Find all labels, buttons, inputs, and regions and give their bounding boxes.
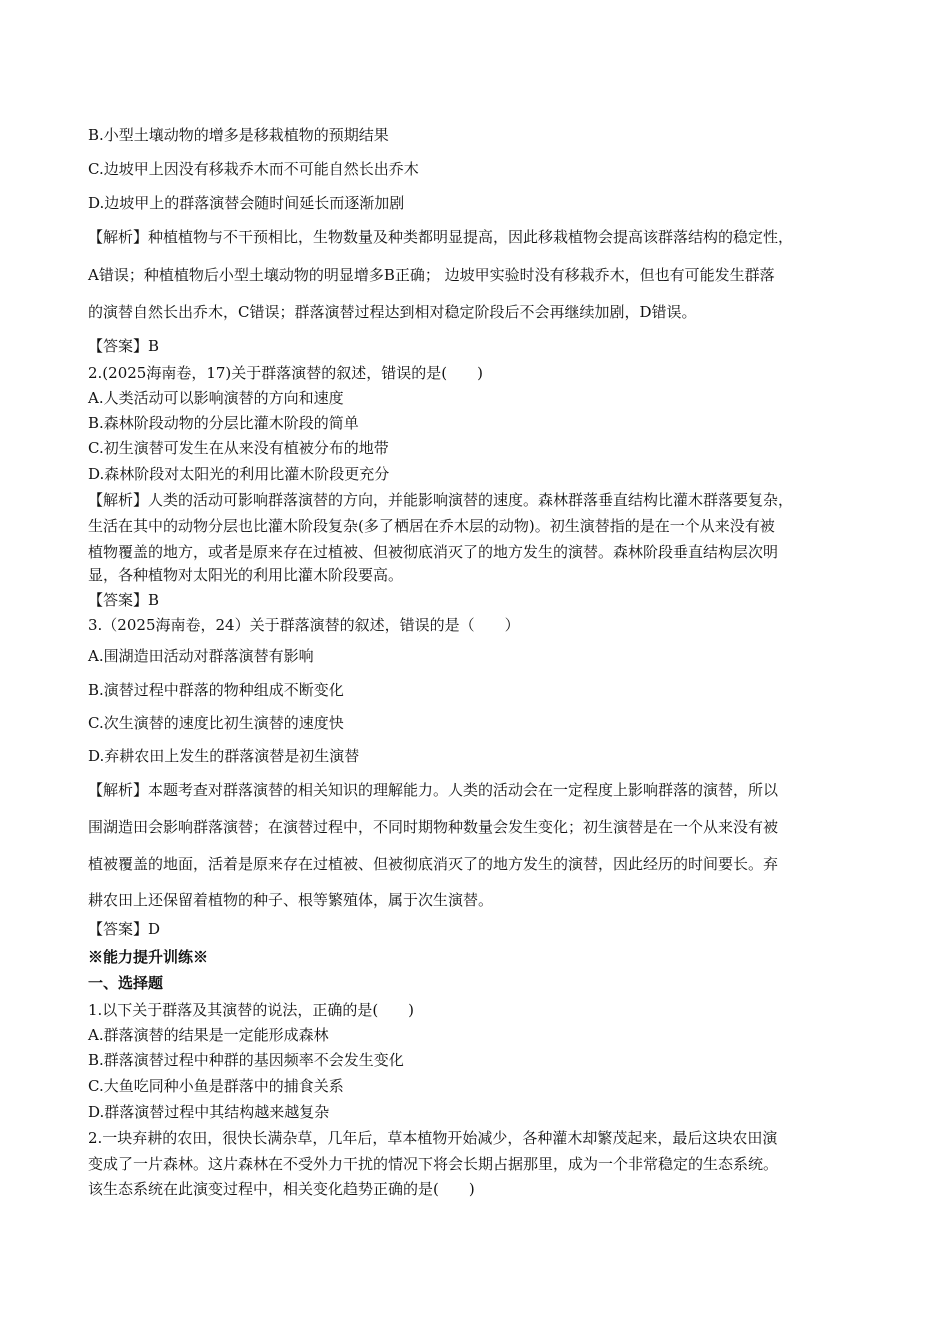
- q3-analysis-line: 耕农田上还保留着植物的种子、根等繁殖体，属于次生演替。: [88, 891, 494, 909]
- p1-option-a: A.群落演替的结果是一定能形成森林: [88, 1026, 329, 1044]
- q2-option-b: B.森林阶段动物的分层比灌木阶段的简单: [88, 414, 359, 432]
- section-subtitle: 一、选择题: [88, 974, 164, 992]
- q2-stem: 2.(2025海南卷，17)关于群落演替的叙述，错误的是( ): [88, 364, 483, 382]
- q3-answer: 【答案】D: [88, 920, 161, 938]
- prev-answer: 【答案】B: [88, 337, 160, 355]
- q3-analysis-line: 植被覆盖的地面，活着是原来存在过植被、但被彻底消灭了的地方发生的演替，因此经历的时间要长。弃: [88, 855, 779, 873]
- q3-analysis-line: 【解析】本题考查对群落演替的相关知识的理解能力。人类的活动会在一定程度上影响群落的演替，所以: [88, 781, 779, 799]
- p1-option-c: C.大鱼吃同种小鱼是群落中的捕食关系: [88, 1077, 344, 1095]
- p2-stem-line: 该生态系统在此演变过程中，相关变化趋势正确的是( ): [88, 1180, 475, 1198]
- prev-option-c: C.边坡甲上因没有移栽乔木而不可能自然长出乔木: [88, 160, 419, 178]
- prev-analysis-line: 的演替自然长出乔木，C错误；群落演替过程达到相对稳定阶段后不会再继续加剧，D错误。: [88, 303, 697, 321]
- q2-option-d: D.森林阶段对太阳光的利用比灌木阶段更充分: [88, 465, 390, 483]
- section-title: ※能力提升训练※: [88, 948, 209, 966]
- q3-stem: 3.（2025海南卷，24）关于群落演替的叙述，错误的是（ ）: [88, 616, 520, 634]
- q3-option-b: B.演替过程中群落的物种组成不断变化: [88, 681, 344, 699]
- p1-option-d: D.群落演替过程中其结构越来越复杂: [88, 1103, 330, 1121]
- p2-stem-line: 2.一块弃耕的农田，很快长满杂草，几年后，草本植物开始减少，各种灌木却繁茂起来，最后这块农田演: [88, 1129, 778, 1147]
- p2-stem-line: 变成了一片森林。这片森林在不受外力干扰的情况下将会长期占据那里，成为一个非常稳定的生态系统。: [88, 1155, 779, 1173]
- q3-option-c: C.次生演替的速度比初生演替的速度快: [88, 714, 344, 732]
- q2-option-a: A.人类活动可以影响演替的方向和速度: [88, 389, 344, 407]
- prev-option-d: D.边坡甲上的群落演替会随时间延长而逐渐加剧: [88, 194, 405, 212]
- p1-stem: 1.以下关于群落及其演替的说法，正确的是( ): [88, 1001, 415, 1019]
- q2-answer: 【答案】B: [88, 591, 160, 609]
- q2-option-c: C.初生演替可发生在从来没有植被分布的地带: [88, 439, 389, 457]
- prev-analysis-line: A错误；种植植物后小型土壤动物的明显增多B正确； 边坡甲实验时没有移栽乔木，但也有可能发生群落: [88, 266, 775, 284]
- q2-analysis-line: 【解析】人类的活动可影响群落演替的方向，并能影响演替的速度。森林群落垂直结构比灌木群落要复杂，: [88, 491, 794, 509]
- p1-option-b: B.群落演替过程中种群的基因频率不会发生变化: [88, 1051, 404, 1069]
- q2-analysis-line: 显，各种植物对太阳光的利用比灌木阶段要高。: [88, 566, 404, 584]
- q3-analysis-line: 围湖造田会影响群落演替；在演替过程中，不同时期物种数量会发生变化；初生演替是在一个从来没有被: [88, 818, 779, 836]
- q2-analysis-line: 植物覆盖的地方，或者是原来存在过植被、但被彻底消灭了的地方发生的演替。森林阶段垂直结构层次明: [88, 543, 779, 561]
- q2-analysis-line: 生活在其中的动物分层也比灌木阶段复杂(多了栖居在乔木层的动物)。初生演替指的是在一个从来没有被: [88, 517, 775, 535]
- prev-option-b: B.小型土壤动物的增多是移栽植物的预期结果: [88, 126, 389, 144]
- prev-analysis-line: 【解析】种植植物与不干预相比，生物数量及种类都明显提高，因此移栽植物会提高该群落结构的稳定性，: [88, 228, 794, 246]
- q3-option-d: D.弃耕农田上发生的群落演替是初生演替: [88, 747, 360, 765]
- q3-option-a: A.围湖造田活动对群落演替有影响: [88, 647, 314, 665]
